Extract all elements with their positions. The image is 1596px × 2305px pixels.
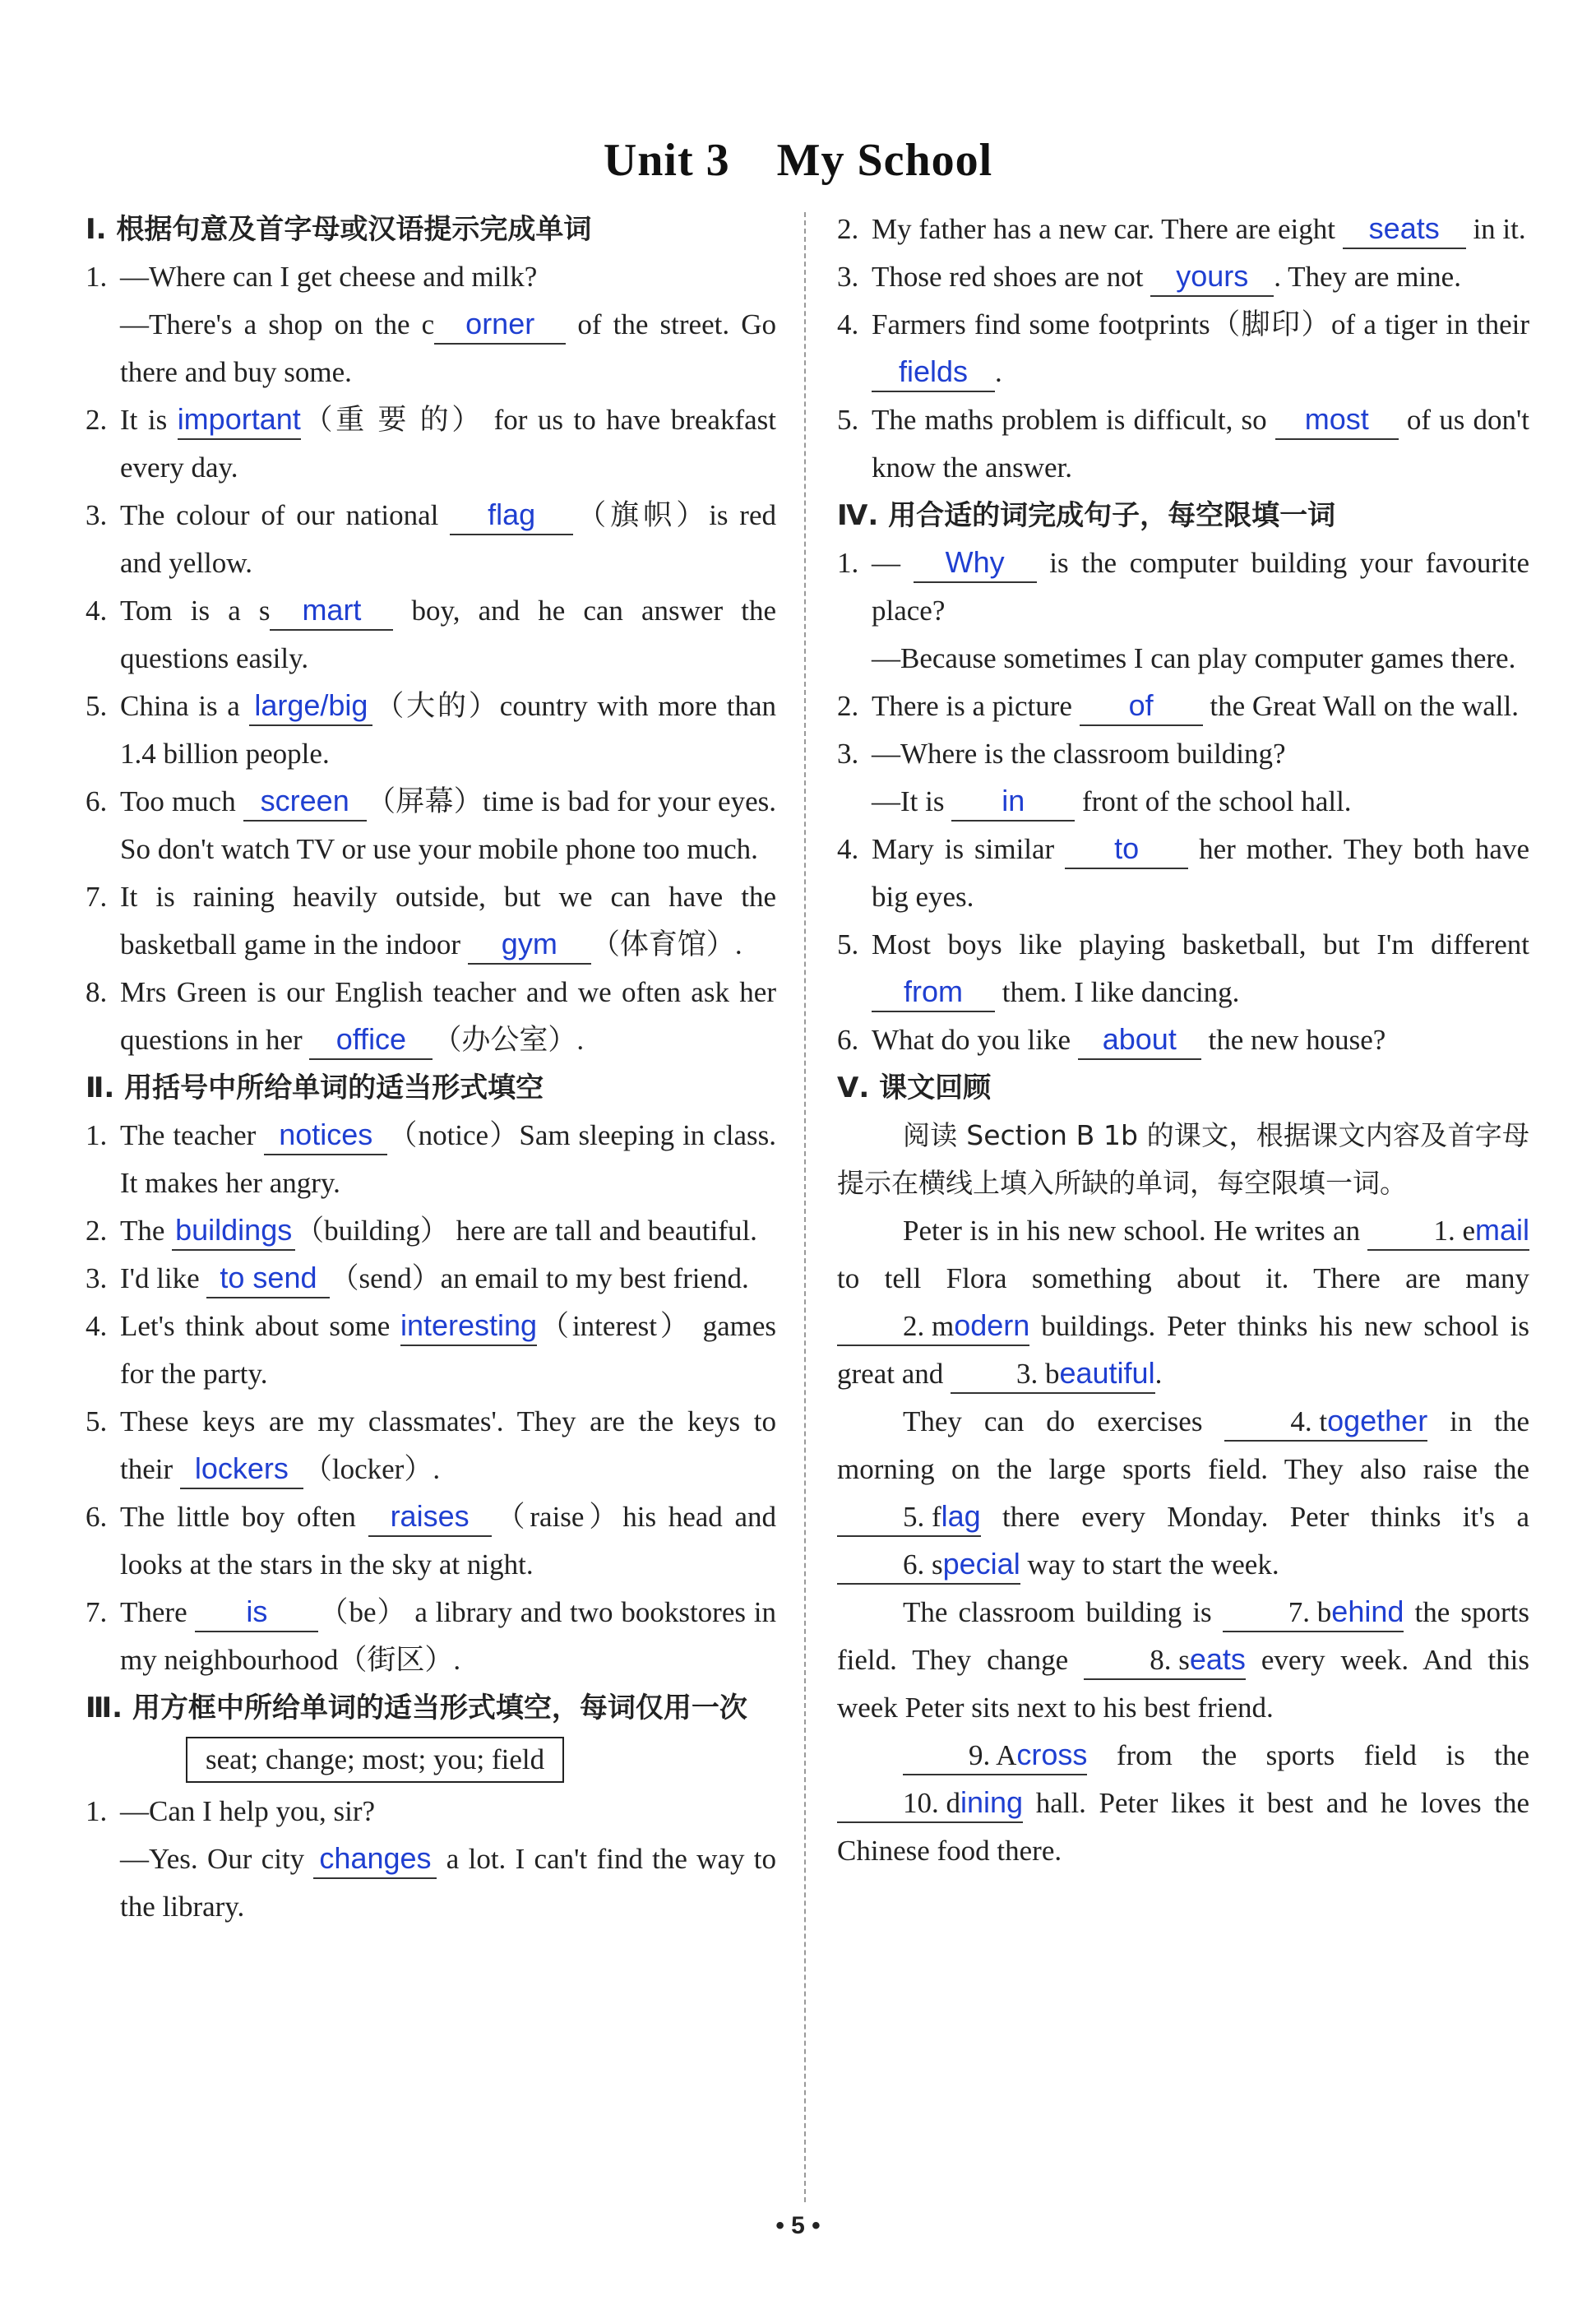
answer-blank[interactable]: of: [1080, 687, 1203, 726]
passage-paragraph-2: They can do exercises 4. together in the morning on the large sports field. They also raise the 5. flag there every Monday. Peter thinks it's a 6. special way to start the week.: [837, 1398, 1529, 1589]
section-5-intro: 阅读 Section B 1b 的课文，根据课文内容及首字母提示在横线上填入所缺的单词，每空限填一词。: [837, 1119, 1529, 1199]
s1-question-7: 7. It is raining heavily outside, but we can have the basketball game in the indoor gym （体育馆）.: [86, 873, 776, 969]
answer-blank[interactable]: fields: [872, 354, 995, 392]
passage-paragraph-4: 9. Across from the sports field is the 10. dining hall. Peter likes it best and he loves the Chinese food there.: [837, 1738, 1529, 1867]
answer-blank[interactable]: seats: [1343, 211, 1466, 249]
s3-question-2: 2. My father has a new car. There are eight seats in it.: [837, 206, 1529, 253]
answer-blank[interactable]: mart: [270, 592, 393, 631]
answer-blank[interactable]: 1. email: [1367, 1212, 1529, 1251]
answer-blank[interactable]: most: [1275, 401, 1399, 440]
answer-blank[interactable]: office: [309, 1021, 433, 1060]
answer-blank[interactable]: 4. together: [1224, 1403, 1427, 1442]
s1-question-1: 1. —Where can I get cheese and milk? —There's a shop on the c orner of the street. Go there and buy some.: [86, 261, 777, 388]
answer-blank[interactable]: flag: [450, 497, 573, 535]
s4-question-1: 1. — Why is the computer building your favourite place? —Because sometimes I can play computer games there.: [837, 545, 1529, 674]
s2-question-3: 3. I'd like to send （send）an email to my best friend.: [86, 1255, 776, 1303]
answer-blank[interactable]: raises: [368, 1498, 492, 1537]
answer-blank[interactable]: 8. seats: [1084, 1641, 1246, 1680]
s3-question-5: 5. The maths problem is difficult, so most of us don't know the answer.: [837, 402, 1530, 484]
s4-question-5: 5. Most boys like playing basketball, but I'm different from them. I like dancing.: [837, 921, 1529, 1016]
s3-question-3: 3. Those red shoes are not yours . They are mine.: [837, 253, 1529, 301]
page-title: Unit 3 My School: [603, 135, 993, 186]
answer-blank[interactable]: to send: [206, 1260, 330, 1298]
left-column: [86, 206, 776, 1931]
answer-blank[interactable]: 3. beautiful: [951, 1355, 1155, 1394]
passage-paragraph-3: The classroom building is 7. behind the sports field. They change 8. seats every week. And this week Peter sits next to his best friend.: [837, 1595, 1530, 1724]
page-number: • 5 •: [775, 2212, 821, 2239]
answer-blank[interactable]: notices: [264, 1117, 387, 1155]
answer-blank[interactable]: 5. flag: [837, 1498, 981, 1537]
s3-question-1: 1. —Can I help you, sir? —Yes. Our city changes a lot. I can't find the way to the library.: [86, 1795, 776, 1923]
answer-blank[interactable]: orner: [434, 306, 566, 345]
s1-question-2: 2. It is important（重 要 的） for us to have breakfast every day.: [86, 402, 776, 484]
section-5-heading: Ⅴ. 课文回顾: [837, 1072, 992, 1104]
s4-question-2: 2. There is a picture of the Great Wall on the wall.: [837, 683, 1529, 730]
s2-question-4: 4. Let's think about some interesting（interest） games for the party.: [86, 1308, 776, 1390]
s2-question-1: 1. The teacher notices （notice）Sam sleeping in class. It makes her angry.: [86, 1118, 776, 1199]
answer-blank[interactable]: important: [178, 401, 301, 440]
section-4-heading: Ⅳ. 用合适的词完成句子，每空限填一词: [837, 499, 1336, 532]
s2-question-7: 7. There is （be） a library and two bookstores in my neighbourhood（街区）.: [86, 1595, 776, 1676]
s1-question-8: 8. Mrs Green is our English teacher and we often ask her questions in her office （办公室）.: [86, 969, 776, 1064]
section-2-heading: Ⅱ. 用括号中所给单词的适当形式填空: [86, 1072, 544, 1104]
answer-blank[interactable]: in: [951, 783, 1075, 822]
s1-q1-text: —There's a shop on the c: [120, 308, 435, 340]
answer-blank[interactable]: 2. modern: [837, 1308, 1029, 1346]
s2-question-2: 2. The buildings （building） here are tall and beautiful.: [86, 1207, 776, 1255]
section-1-heading: Ⅰ. 根据句意及首字母或汉语提示完成单词: [86, 213, 592, 246]
s2-question-5: 5. These keys are my classmates'. They are the keys to their lockers （locker）.: [86, 1398, 776, 1493]
answer-blank[interactable]: changes: [313, 1840, 437, 1879]
answer-blank[interactable]: is: [195, 1594, 318, 1632]
answer-blank[interactable]: about: [1078, 1021, 1201, 1060]
s1-question-4: 4. Tom is a s mart boy, and he can answer the questions easily.: [86, 593, 776, 674]
answer-blank[interactable]: 9. Across: [903, 1737, 1087, 1775]
column-divider: [804, 212, 806, 2202]
answer-blank[interactable]: 6. special: [837, 1546, 1020, 1585]
s3-question-4: 4. Farmers find some footprints（脚印）of a tiger in their fields .: [837, 301, 1529, 396]
s4-question-4: 4. Mary is similar to her mother. They both have big eyes.: [837, 831, 1529, 913]
s1-question-6: 6. Too much screen （屏幕）time is bad for your eyes. So don't watch TV or use your mobile phone too much.: [86, 784, 776, 865]
s1-question-5: 5. China is a large/big （大的）country with more than 1.4 billion people.: [86, 688, 777, 770]
s2-question-6: 6. The little boy often raises （raise）his head and looks at the stars in the sky at night.: [86, 1499, 776, 1581]
word-box: seat; change; most; you; field: [186, 1737, 564, 1783]
answer-blank[interactable]: Why: [914, 544, 1037, 583]
answer-blank[interactable]: 7. behind: [1223, 1594, 1404, 1632]
answer-blank[interactable]: 10. dining: [837, 1784, 1023, 1823]
right-column: [837, 206, 1529, 1875]
s4-question-3: 3. —Where is the classroom building? —It is in front of the school hall.: [837, 730, 1529, 826]
answer-blank[interactable]: buildings: [172, 1212, 295, 1251]
s1-question-3: 3. The colour of our national flag （旗帜）is red and yellow.: [86, 498, 776, 579]
s4-question-6: 6. What do you like about the new house?: [837, 1016, 1529, 1064]
answer-blank[interactable]: interesting: [400, 1308, 537, 1346]
answer-blank[interactable]: yours: [1150, 258, 1274, 297]
answer-blank[interactable]: large/big: [249, 687, 372, 726]
passage-paragraph-1: Peter is in his new school. He writes an 1. email to tell Flora something about it. There are many 2. modern buildings. Peter thinks his new school is great and 3. beautiful.: [837, 1207, 1529, 1398]
section-3-heading: Ⅲ. 用方框中所给单词的适当形式填空，每词仅用一次: [86, 1692, 747, 1724]
answer-blank[interactable]: gym: [468, 926, 591, 965]
answer-blank[interactable]: to: [1065, 831, 1188, 869]
answer-blank[interactable]: lockers: [180, 1451, 303, 1489]
answer-blank[interactable]: from: [872, 974, 995, 1012]
answer-blank[interactable]: screen: [243, 783, 367, 822]
